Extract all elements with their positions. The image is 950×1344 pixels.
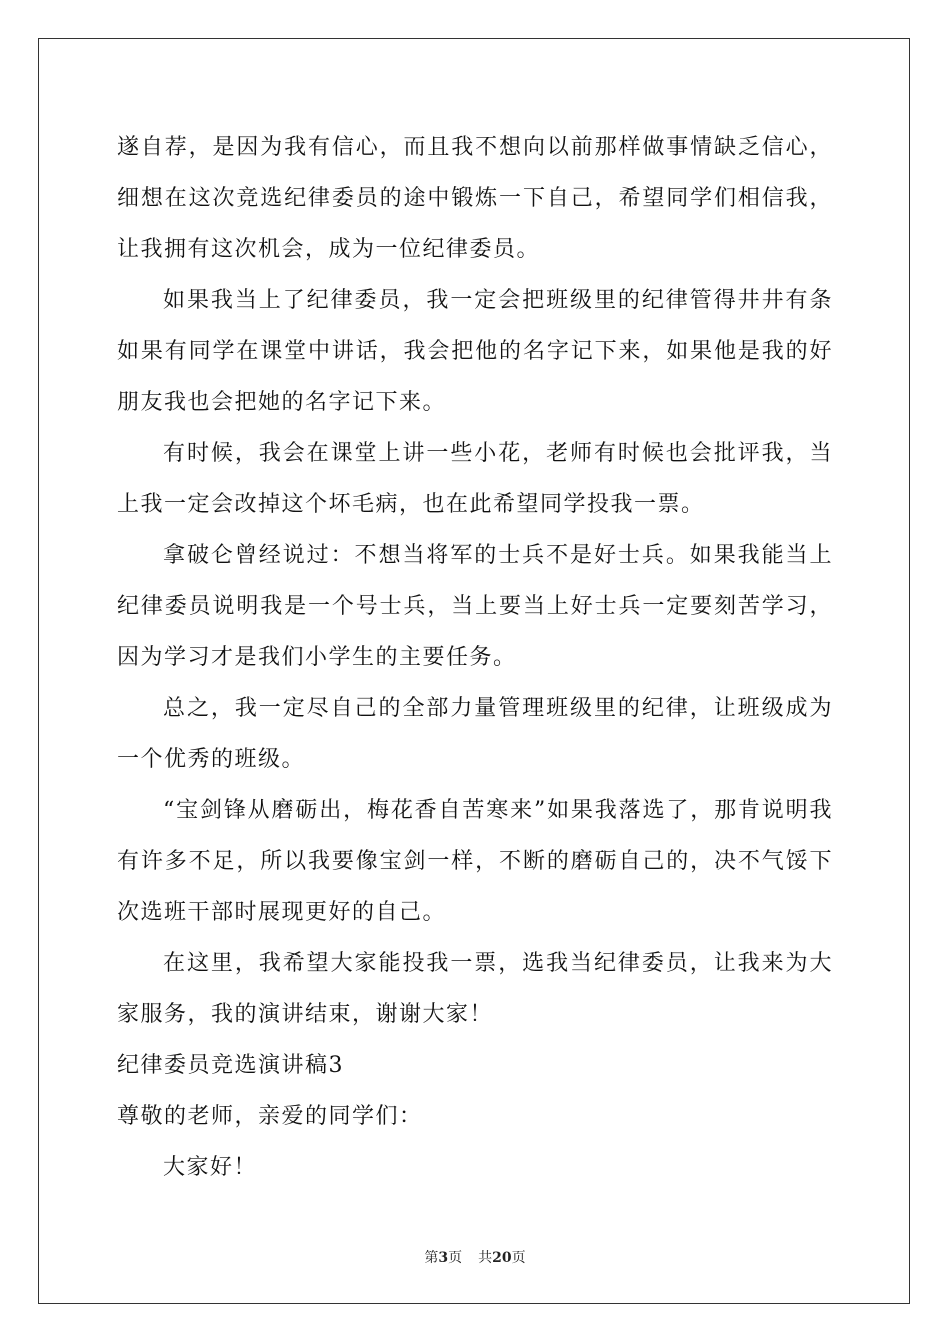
paragraph-5: 总之，我一定尽自己的全部力量管理班级里的纪律，让班级成为一个优秀的班级。 <box>117 696 833 772</box>
page-footer <box>0 1247 950 1267</box>
footer-total-prefix: 共 <box>478 1250 493 1266</box>
paragraph-4: 拿破仑曾经说过：不想当将军的士兵不是好士兵。如果我能当上纪律委员说明我是一个号士兵，当上要当上好士兵一定要刻苦学习，因为学习才是我们小学生的主要任务。 <box>117 543 833 670</box>
salutation: 尊敬的老师，亲爱的同学们： <box>117 1104 423 1129</box>
paragraph-6: “宝剑锋从磨砺出，梅花香自苦寒来”如果我落选了，那肯说明我有许多不足，所以我要像宝剑一样，不断的磨砺自己的，决不气馁下次选班干部时展现更好的自己。 <box>117 798 833 925</box>
footer-prefix: 第 <box>424 1250 439 1266</box>
footer-page-suffix: 页 <box>448 1250 463 1266</box>
document-body <box>117 122 833 1193</box>
section-heading: 纪律委员竞选演讲稿3 <box>117 1053 344 1078</box>
paragraph-1: 遂自荐，是因为我有信心，而且我不想向以前那样做事情缺乏信心，细想在这次竞选纪律委员的途中锻炼一下自己，希望同学们相信我，让我拥有这次机会，成为一位纪律委员。 <box>117 135 833 262</box>
greeting: 大家好！ <box>163 1155 258 1180</box>
paragraph-2: 如果我当上了纪律委员，我一定会把班级里的纪律管得井井有条如果有同学在课堂中讲话，我会把他的名字记下来，如果他是我的好朋友我也会把她的名字记下来。 <box>117 288 833 415</box>
footer-page-number: 3 <box>438 1250 449 1266</box>
footer-total-pages: 20 <box>492 1250 512 1266</box>
paragraph-3: 有时候，我会在课堂上讲一些小花，老师有时候也会批评我，当上我一定会改掉这个坏毛病，也在此希望同学投我一票。 <box>117 441 833 517</box>
footer-total-suffix: 页 <box>511 1250 526 1266</box>
paragraph-7: 在这里，我希望大家能投我一票，选我当纪律委员，让我来为大家服务，我的演讲结束，谢谢大家！ <box>117 951 833 1027</box>
